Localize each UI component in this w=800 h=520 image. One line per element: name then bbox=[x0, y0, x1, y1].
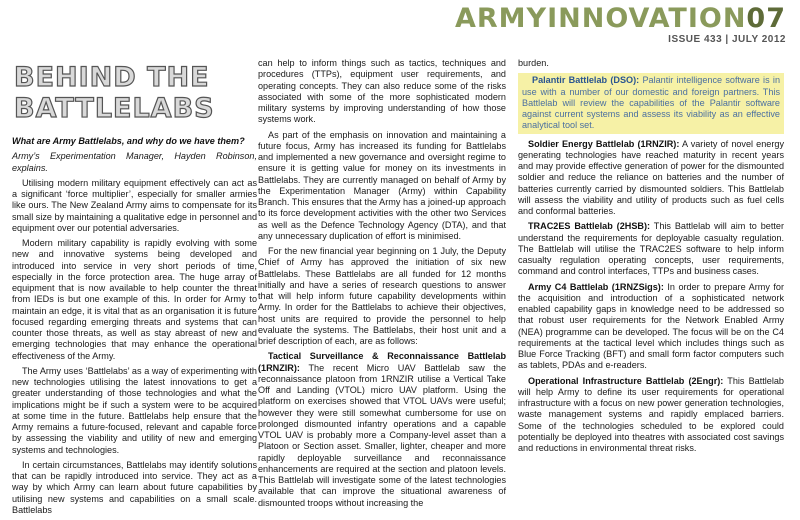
battlelab-text: Palantir intelligence software is in use with a number of our domestic and foreign partners. This Battlelab will review the capabilities of the Palantir software against current systems and assess its viability as an effective analytical tool set. bbox=[522, 75, 780, 131]
paragraph: burden. bbox=[518, 58, 549, 68]
paragraph: In certain circumstances, Battlelabs may identify solutions that can be rapidly introduced into service. They act as a way by which Army can learn about future capabilities by utilising new systems and capabilities on a small scale. Battlelabs bbox=[12, 459, 257, 515]
paragraph: The Army uses ‘Battlelabs’ as a way of experimenting with new technologies utilising the latest innovations to get a greater understanding of those technologies and what the implications might be if such a system were to be acquired at some time in the future. Battlelabs help ensure that the Army remains a future-focused, relevant and capable force by assessing the viability and utility of new and emerging systems and technologies. bbox=[12, 365, 257, 455]
title-line-2: BATTLELABS bbox=[14, 93, 215, 124]
title-line-1: BEHIND THE bbox=[14, 62, 210, 93]
column-2 bbox=[258, 58, 506, 513]
battlelab-heading: Army C4 Battlelab (1RNZSigs): bbox=[528, 281, 664, 292]
issue-line: ISSUE 433 | JULY 2012 bbox=[668, 34, 786, 45]
battlelab-text: In order to prepare Army for the acquisition and introduction of a sophisticated network enabled capability gaps in knowledge need to be addressed so that robust user requirements for the Network Enabled Army (NEA) programme can be developed. The focus will be on the C4 requirements at the tactical level which includes things such as Blue Force Tracking (BFT) and small form factor computers such as tablets, PDAs and e-readers. bbox=[518, 281, 784, 371]
magazine-logo bbox=[455, 4, 786, 34]
column-3 bbox=[518, 58, 784, 458]
battlelab-text: A variety of novel energy generating technologies have reached maturity in recent years and may provide effective generation of power for the dismounted soldier and reduce the reliance on batteries and the number of batteries currently carried by dismounted soldiers. This Battlelab will assess the viability and utility of products such as fuel cells and conformal batteries. bbox=[518, 138, 784, 216]
intro-question: What are Army Battlelabs, and why do we have them? bbox=[12, 136, 245, 146]
paragraph: Modern military capability is rapidly evolving with some new and innovative systems being developed and introduced into service in very short periods of time, especially in the force protection area. The huge array of equipment that is now available to help counter the threat from IEDs is but one example of this. In order for Army to maintain an edge, it is vital that as an organisation it is future focused regarding emerging threats and systems that can counter those threats, as well as stay abreast of new and emerging technologies that may enhance the operational effectiveness of the Army. bbox=[12, 238, 257, 361]
battlelab-entry bbox=[518, 221, 784, 277]
paragraph: Utilising modern military equipment effectively can act as a significant ‘force multiplier’, especially for smaller armies like ours. The New Zealand Army aims to compensate for its small size by maintaining a qualitative edge in personnel and equipment over our potential adversaries. bbox=[12, 177, 257, 233]
battlelab-entry bbox=[518, 139, 784, 218]
battlelab-entry bbox=[518, 376, 784, 455]
issue-number: 07 bbox=[746, 3, 786, 34]
brand-name: ARMYINNOVATION bbox=[454, 3, 747, 34]
paragraph: As part of the emphasis on innovation and maintaining a future focus, Army has increased its funding for Battlelabs and implemented a new governance and oversight regime to ensure it is getting value for money on its investments in Battlelabs. They are currently managed on behalf of Army by the Experimentation Manager (Army) within Capability Branch. This ensures that the Army has a joined-up approach to its force development activities with the other two Services as well as the Defence Technology Agency (DTA), and that any unnecessary duplication of effort is minimised. bbox=[258, 129, 506, 241]
battlelab-text: This Battlelab will help Army to define its user requirements for operational infrastructure with a focus on new power generation technologies, waste management systems and rapidly emplaced barriers. Some of the technologies scheduled to be explored could potentially be deployed into theatres with associated cost savings and reductions in environmental threat risks. bbox=[518, 375, 784, 453]
battlelab-entry bbox=[522, 75, 780, 131]
battlelab-heading: Soldier Energy Battlelab (1RNZIR): bbox=[528, 138, 680, 149]
battlelab-entry bbox=[518, 282, 784, 372]
paragraph: can help to inform things such as tactics, techniques and procedures (TTPs), equipment user requirements, and operating concepts. They can also reduce some of the risks associated with some of the more sophisticated modern military systems by improving understanding of how those systems work. bbox=[258, 58, 506, 125]
masthead bbox=[455, 4, 786, 45]
column-1 bbox=[12, 136, 257, 520]
battlelab-heading: Tactical Surveillance & Reconnaissance Battlelab (1RNZIR): bbox=[258, 351, 506, 373]
article-title bbox=[14, 62, 215, 124]
paragraph: For the new financial year beginning on 1 July, the Deputy Chief of Army has approved the initiation of six new Battlelabs. These Battlelabs are all funded for 12 months initially and have a series of research questions to answer that will help inform future capability developments within Army. In order for the Battlelabs to achieve their objectives, host units are required to provide the personnel to help evaluate the systems. The Battlelabs, their host unit and a brief description of each, are as follows: bbox=[258, 246, 506, 346]
battlelab-text: The recent Micro UAV Battlelab saw the reconnaissance platoon from 1RNZIR utilise a Vertical Take Off and Landing (VTOL) micro UAV platform. Using the platform on exercises showed that VTOL UAVs were useful; however they were still somewhat cumbersome for use on prolonged dismounted infantry operations and a capable VTOL UAV is probably more a Company-level asset than a Platoon or Section asset. Smaller, lighter, cheaper and more rapidly deployable surveillance and reconnaissance enhancements are required at the section and platoon levels. This Battlelab will investigate some of the latest technologies available that can improve the situational awareness of dismounted troops without increasing the bbox=[258, 362, 506, 508]
battlelab-heading: TRAC2ES Battlelab (2HSB): bbox=[528, 221, 651, 232]
battlelab-heading: Palantir Battlelab (DSO): bbox=[532, 75, 640, 86]
battlelab-entry bbox=[258, 351, 506, 509]
byline: Army’s Experimentation Manager, Hayden Robinson, explains. bbox=[12, 151, 257, 173]
highlighted-entry bbox=[518, 73, 784, 133]
battlelab-text: This Battlelab will aim to better understand the requirements for deployable casualty regulation. The Battlelab will utilise the TRAC2ES software to help inform casualty regulation operating concepts, user requirements, command and control interfaces, TTPs and business cases. bbox=[518, 221, 784, 277]
battlelab-heading: Operational Infrastructure Battlelab (2Engr): bbox=[528, 375, 724, 386]
